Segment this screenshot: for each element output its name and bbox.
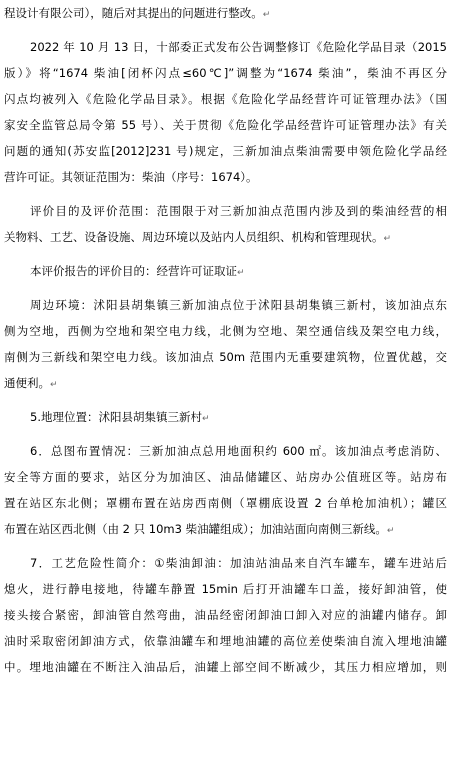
text-line: 本评价报告的评价目的：经营许可证取证↵ xyxy=(30,264,245,278)
text-line: 6．总图布置情况：三新加油点总用地面积约 600 ㎡。该加油点考虑消防、 xyxy=(30,444,447,458)
text-line: 闪点均被列入《危险化学品目录》。根据《危险化学品经营许可证管理办法》（国 xyxy=(4,92,447,106)
text-line: 中。埋地油罐在不断注入油品后，油罐上部空间不断减少，其压力相应增加，则 xyxy=(4,660,447,674)
text-line: 安全等方面的要求，站区分为加油区、油品储罐区、站房办公值班区等。站房布 xyxy=(4,470,447,484)
text-line: 南侧为三新线和架空电力线。该加油点 50m 范围内无重要建筑物，位置优越，交 xyxy=(4,350,447,364)
text-line: 布置在站区西北侧（由 2 只 10m3 柴油罐组成）；加油站面向南侧三新线。↵ xyxy=(4,522,395,536)
paragraph-mark-icon: ↵ xyxy=(386,526,395,536)
text-line: 置在站区东北侧；罩棚布置在站房西南侧（罩棚底设置 2 台单枪加油机）；罐区 xyxy=(4,496,447,510)
paragraph-mark-icon: ↵ xyxy=(50,380,58,390)
text-line: 熄火，进行静电接地，待罐车静置 15min 后打开油罐车口盖，接好卸油管，使 xyxy=(4,582,447,596)
text-line: 接头接合紧密，卸油管自然弯曲，油品经密闭卸油口卸入对应的油罐内储存。卸 xyxy=(4,608,447,622)
text-line: 家安全监管总局令第 55 号）、关于贯彻《危险化学品经营许可证管理办法》有关 xyxy=(4,118,447,132)
text-line: 2022 年 10 月 13 日，十部委正式发布公告调整修订《危险化学品目录（2015 xyxy=(30,40,447,54)
paragraph-mark-icon: ↵ xyxy=(237,268,245,278)
text-line: 5.地理位置：沭阳县胡集镇三新村↵ xyxy=(30,410,210,424)
paragraph-mark-icon: ↵ xyxy=(262,10,271,20)
text-line: 油时采取密闭卸油方式，依靠油罐车和埋地油罐的高位差使柴油自流入埋地油罐 xyxy=(4,634,447,648)
paragraph-mark-icon: ↵ xyxy=(383,234,392,244)
paragraph-mark-icon: ↵ xyxy=(201,414,210,424)
text-line: 问题的通知(苏安监[2012]231 号)规定，三新加油点柴油需要申领危险化学品经 xyxy=(4,144,447,158)
text-line: 评价目的及评价范围：范围限于对三新加油点范围内涉及到的柴油经营的相 xyxy=(30,204,447,218)
text-line: 营许可证。其领证范围为：柴油（序号：1674）。 xyxy=(4,170,258,184)
text-line: 版）》将“1674 柴油[闭杯闪点≤60℃]”调整为“1674 柴油”，柴油不再区分 xyxy=(4,66,447,80)
text-line: 通便利。↵ xyxy=(4,376,58,390)
text-line: 7．工艺危险性简介：①柴油卸油：加油站油品来自汽车罐车，罐车进站后 xyxy=(30,556,447,570)
text-line: 程设计有限公司），随后对其提出的问题进行整改。↵ xyxy=(4,6,271,20)
text-line: 关物料、工艺、设备设施、周边环境以及站内人员组织、机构和管理现状。↵ xyxy=(4,230,392,244)
text-line: 周边环境：沭阳县胡集镇三新加油点位于沭阳县胡集镇三新村，该加油点东 xyxy=(30,298,447,312)
text-line: 侧为空地，西侧为空地和架空电力线，北侧为空地、架空通信线及架空电力线， xyxy=(4,324,447,338)
